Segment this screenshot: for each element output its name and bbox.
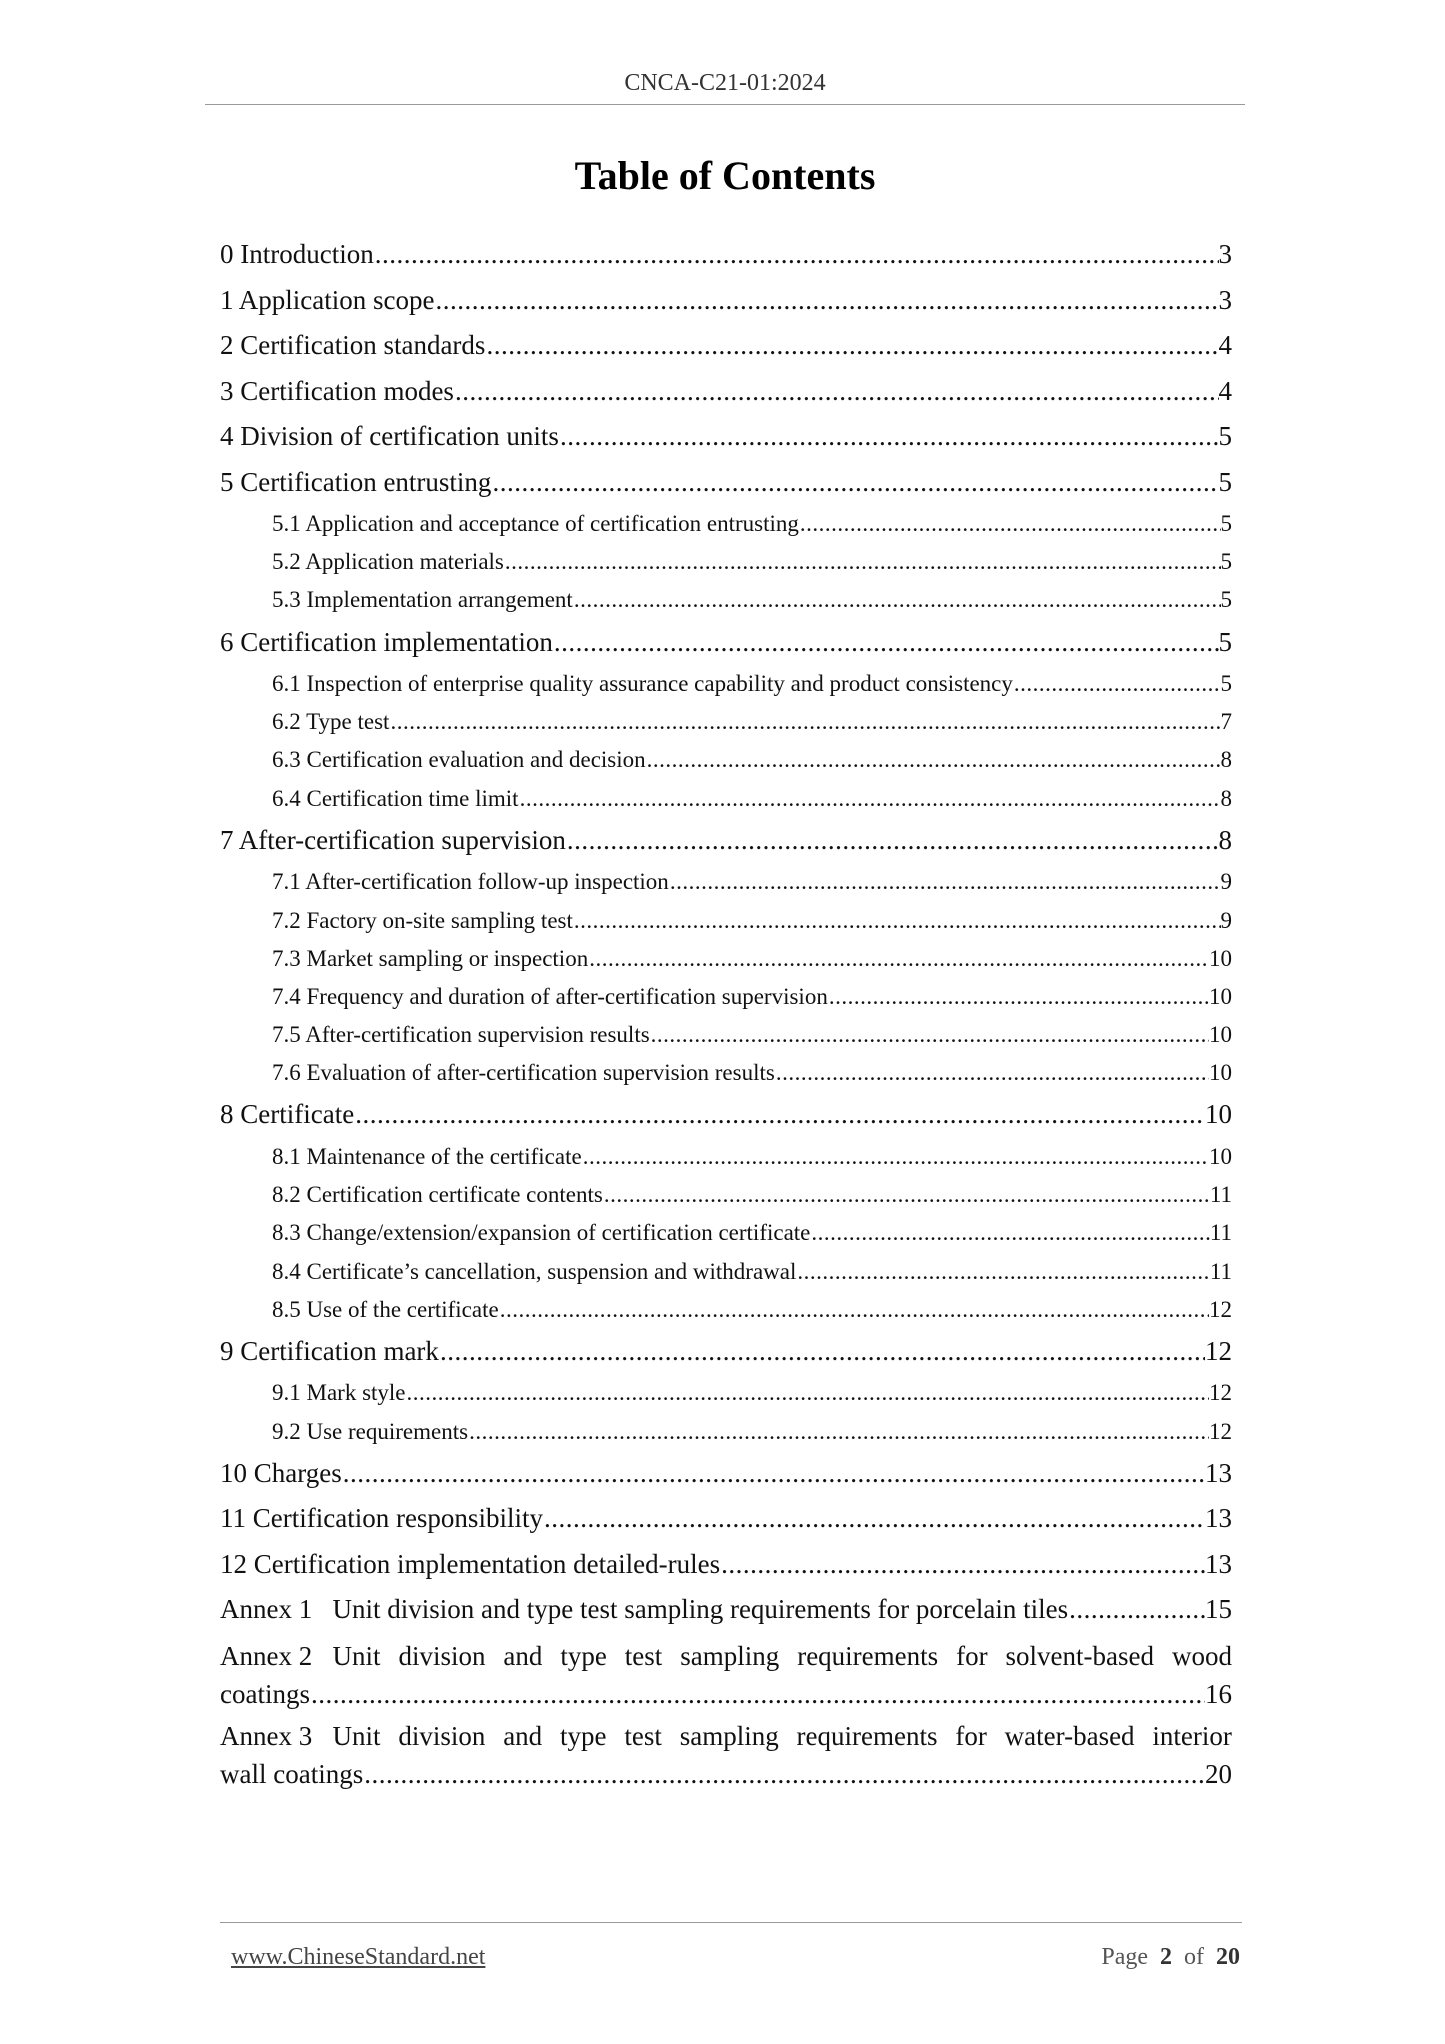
dot-leader <box>504 543 1221 581</box>
toc-entry-title: 9.2 Use requirements <box>272 1418 469 1444</box>
annex-3-continuation-line <box>220 1755 1232 1793</box>
toc-entry[interactable] <box>220 940 1232 978</box>
dot-leader <box>553 620 1219 666</box>
page-title: Table of Contents <box>574 153 876 198</box>
annex-word: type <box>560 1640 607 1671</box>
toc-entry-title: 5.2 Application materials <box>272 549 504 575</box>
dot-leader <box>363 1755 1205 1793</box>
toc-entry[interactable] <box>220 665 1232 703</box>
toc-page-number: 4 <box>1218 375 1232 406</box>
annex-word: and <box>503 1720 543 1751</box>
dot-leader <box>573 581 1221 619</box>
toc-entry[interactable] <box>220 1176 1232 1214</box>
toc-entry-title: 6.3 Certification evaluation and decision <box>272 747 646 773</box>
annex-word: division <box>398 1640 486 1671</box>
toc-page-number: 12 <box>1209 1418 1232 1444</box>
dot-leader <box>434 278 1218 324</box>
toc-page-number: 11 <box>1209 1258 1232 1284</box>
toc-entry[interactable] <box>220 780 1232 818</box>
toc-entry[interactable] <box>220 232 1232 278</box>
annex-word: requirements <box>796 1720 938 1751</box>
toc-entry[interactable] <box>220 1451 1232 1497</box>
dot-leader <box>406 1374 1209 1412</box>
toc-page-number: 11 <box>1209 1182 1232 1208</box>
toc-page-number: 10 <box>1209 1143 1232 1169</box>
toc-entry[interactable] <box>220 1214 1232 1252</box>
toc-page-number: 5 <box>1220 511 1232 536</box>
toc-entry[interactable] <box>220 1054 1232 1092</box>
annex-word: solvent-based <box>1005 1640 1155 1671</box>
toc-page-number: 4 <box>1218 330 1232 360</box>
dot-leader <box>828 978 1209 1016</box>
toc-page-number: 15 <box>1205 1594 1232 1625</box>
of-label: of <box>1184 1944 1204 1970</box>
dot-leader <box>499 1291 1209 1329</box>
toc-page-number: 5 <box>1220 587 1232 613</box>
toc-entry[interactable] <box>220 1587 1232 1633</box>
toc-entry-title: 9.1 Mark style <box>272 1380 406 1406</box>
annex-word: type <box>560 1720 607 1751</box>
toc-page-number: 8 <box>1218 824 1232 855</box>
toc-entry[interactable] <box>220 1138 1232 1176</box>
annex-title-continuation: wall coatings <box>220 1758 364 1789</box>
toc-entry-title: 7.5 After-certification supervision results <box>272 1022 650 1048</box>
toc-entry-title: 12 Certification implementation detailed-rules <box>220 1548 721 1579</box>
toc-page-number: 12 <box>1205 1335 1232 1366</box>
toc-page-number: 10 <box>1209 1022 1232 1048</box>
toc-entry[interactable] <box>220 703 1232 741</box>
toc-entry-title: 7.2 Factory on-site sampling test <box>272 907 573 933</box>
footer-divider <box>220 1922 1242 1923</box>
dot-leader <box>389 703 1220 741</box>
dot-leader <box>454 369 1219 415</box>
page-label: Page <box>1101 1944 1148 1970</box>
toc-page-number: 10 <box>1209 983 1232 1009</box>
dot-leader <box>468 1413 1209 1451</box>
toc-entry[interactable] <box>220 902 1232 940</box>
toc-entry-title: 5 Certification entrusting <box>220 466 492 497</box>
toc-entry-title: 7 After-certification supervision <box>220 824 566 855</box>
toc-page-number: 13 <box>1205 1503 1232 1534</box>
toc-entry-title: 6 Certification implementation <box>220 626 553 657</box>
toc-page-number: 11 <box>1209 1220 1232 1246</box>
table-of-contents <box>220 232 1232 1793</box>
toc-entry-title: 8 Certificate <box>220 1099 355 1130</box>
dot-leader <box>310 1675 1205 1713</box>
toc-entry-title: 5.1 Application and acceptance of certification entrusting <box>272 511 799 536</box>
toc-page-number: 7 <box>1220 709 1232 735</box>
annex-word: for <box>955 1720 987 1751</box>
toc-entry-title: 10 Charges <box>220 1457 342 1488</box>
dot-leader <box>1013 665 1221 703</box>
toc-entry-annex-3[interactable] <box>220 1713 1232 1793</box>
toc-list <box>220 232 1232 1633</box>
toc-entry[interactable] <box>220 1329 1232 1375</box>
toc-page-number: 16 <box>1205 1678 1232 1709</box>
toc-entry[interactable] <box>220 1413 1232 1451</box>
toc-entry[interactable] <box>220 1092 1232 1138</box>
dot-leader <box>799 505 1221 543</box>
toc-entry[interactable] <box>220 543 1232 581</box>
toc-entry[interactable] <box>220 863 1232 901</box>
toc-page-number: 9 <box>1220 869 1232 895</box>
toc-page-number: 12 <box>1209 1296 1232 1322</box>
toc-entry-title: 5.3 Implementation arrangement <box>272 587 573 613</box>
dot-leader <box>775 1054 1209 1092</box>
toc-page-number: 13 <box>1205 1548 1232 1579</box>
dot-leader <box>582 1138 1209 1176</box>
toc-entry-title: 8.5 Use of the certificate <box>272 1296 499 1322</box>
dot-leader <box>646 741 1221 779</box>
toc-entry[interactable] <box>220 460 1232 506</box>
toc-entry-title: 6.4 Certification time limit <box>272 785 519 811</box>
dot-leader <box>720 1542 1205 1588</box>
dot-leader <box>669 863 1221 901</box>
toc-entry-title: 1 Application scope <box>220 284 435 315</box>
toc-entry-title: 3 Certification modes <box>220 375 454 406</box>
toc-entry[interactable] <box>220 581 1232 619</box>
toc-entry[interactable] <box>220 323 1232 369</box>
toc-entry-title: 11 Certification responsibility <box>220 1503 543 1534</box>
dot-leader <box>374 232 1219 278</box>
annex-3-title-line <box>220 1717 1232 1755</box>
annex-word: division <box>398 1720 486 1751</box>
current-page-number: 2 <box>1160 1944 1172 1970</box>
toc-entry-title: Annex 1 Unit division and type test sampling requirements for porcelain tiles <box>220 1594 1069 1625</box>
toc-entry[interactable] <box>220 620 1232 666</box>
toc-entry-title: 2 Certification standards <box>220 330 486 360</box>
toc-page-number: 5 <box>1218 421 1232 451</box>
toc-entry-title: 8.1 Maintenance of the certificate <box>272 1143 582 1169</box>
dot-leader <box>519 780 1221 818</box>
dot-leader <box>603 1176 1210 1214</box>
dot-leader <box>650 1016 1209 1054</box>
annex-word: requirements <box>797 1640 939 1671</box>
annex-title-continuation: coatings <box>220 1678 310 1709</box>
website-link[interactable]: www.ChineseStandard.net <box>231 1944 486 1970</box>
toc-page-number: 3 <box>1218 284 1232 315</box>
toc-entry-annex-2[interactable] <box>220 1633 1232 1713</box>
toc-entry-title: 7.1 After-certification follow-up inspection <box>272 869 669 895</box>
annex-word: wood <box>1171 1640 1232 1671</box>
annex-word: sampling <box>680 1640 780 1671</box>
toc-entry-title: 7.6 Evaluation of after-certification supervision results <box>272 1060 775 1086</box>
dot-leader <box>485 323 1218 369</box>
annex-word: interior <box>1152 1720 1232 1751</box>
toc-page-number: 3 <box>1218 239 1232 269</box>
dot-leader <box>354 1092 1205 1138</box>
toc-entry-title: 0 Introduction <box>220 239 374 269</box>
toc-page-number: 8 <box>1220 785 1232 811</box>
annex-2-title-line <box>220 1637 1232 1675</box>
toc-page-number: 10 <box>1209 945 1232 971</box>
annex-word: test <box>624 1640 663 1671</box>
toc-entry-title: 8.2 Certification certificate contents <box>272 1182 603 1208</box>
toc-entry[interactable] <box>220 369 1232 415</box>
dot-leader <box>573 902 1221 940</box>
document-code-header: CNCA-C21-01:2024 <box>624 70 826 96</box>
dot-leader <box>543 1496 1205 1542</box>
toc-page-number: 5 <box>1220 671 1232 697</box>
annex-word: Annex 2 Unit <box>220 1640 381 1671</box>
toc-entry-title: 8.3 Change/extension/expansion of certification certificate <box>272 1220 811 1246</box>
page-indicator <box>1101 1944 1240 1971</box>
toc-page-number: 5 <box>1220 549 1232 575</box>
toc-page-number: 9 <box>1220 907 1232 933</box>
annex-word: Annex 3 Unit <box>220 1720 381 1751</box>
dot-leader <box>1068 1587 1205 1633</box>
total-page-number: 20 <box>1216 1944 1240 1970</box>
dot-leader <box>796 1253 1209 1291</box>
toc-entry[interactable] <box>220 1016 1232 1054</box>
annex-word: water-based <box>1004 1720 1135 1751</box>
dot-leader <box>342 1451 1205 1497</box>
toc-page-number: 5 <box>1218 466 1232 497</box>
toc-page-number: 10 <box>1209 1060 1232 1086</box>
dot-leader <box>566 818 1219 864</box>
annex-word: test <box>624 1720 662 1751</box>
toc-entry-title: 9 Certification mark <box>220 1335 439 1366</box>
dot-leader <box>810 1214 1209 1252</box>
annex-word: for <box>956 1640 988 1671</box>
toc-entry[interactable] <box>220 1542 1232 1588</box>
toc-entry[interactable] <box>220 741 1232 779</box>
dot-leader <box>559 414 1219 460</box>
toc-page-number: 8 <box>1220 747 1232 773</box>
toc-entry-title: 6.1 Inspection of enterprise quality assurance capability and product consistency <box>272 671 1013 697</box>
toc-entry-title: 7.4 Frequency and duration of after-certification supervision <box>272 983 828 1009</box>
toc-entry[interactable] <box>220 1374 1232 1412</box>
toc-page-number: 5 <box>1218 626 1232 657</box>
dot-leader <box>439 1329 1205 1375</box>
toc-entry[interactable] <box>220 818 1232 864</box>
toc-page-number: 20 <box>1205 1758 1232 1789</box>
annex-word: sampling <box>679 1720 779 1751</box>
toc-entry-title: 4 Division of certification units <box>220 421 559 451</box>
toc-entry-title: 6.2 Type test <box>272 709 390 735</box>
toc-entry[interactable] <box>220 414 1232 460</box>
toc-entry[interactable] <box>220 505 1232 543</box>
toc-page-number: 10 <box>1205 1099 1232 1130</box>
toc-entry-title: 7.3 Market sampling or inspection <box>272 945 589 971</box>
toc-entry[interactable] <box>220 1496 1232 1542</box>
toc-entry[interactable] <box>220 1291 1232 1329</box>
toc-entry[interactable] <box>220 978 1232 1016</box>
annex-word: and <box>503 1640 543 1671</box>
annex-2-continuation-line <box>220 1675 1232 1713</box>
toc-entry[interactable] <box>220 1253 1232 1291</box>
toc-entry-title: 8.4 Certificate’s cancellation, suspension and withdrawal <box>272 1258 797 1284</box>
toc-page-number: 12 <box>1209 1380 1232 1406</box>
toc-page-number: 13 <box>1205 1457 1232 1488</box>
header-divider <box>205 104 1245 105</box>
dot-leader <box>588 940 1209 978</box>
toc-entry[interactable] <box>220 278 1232 324</box>
dot-leader <box>491 460 1218 506</box>
